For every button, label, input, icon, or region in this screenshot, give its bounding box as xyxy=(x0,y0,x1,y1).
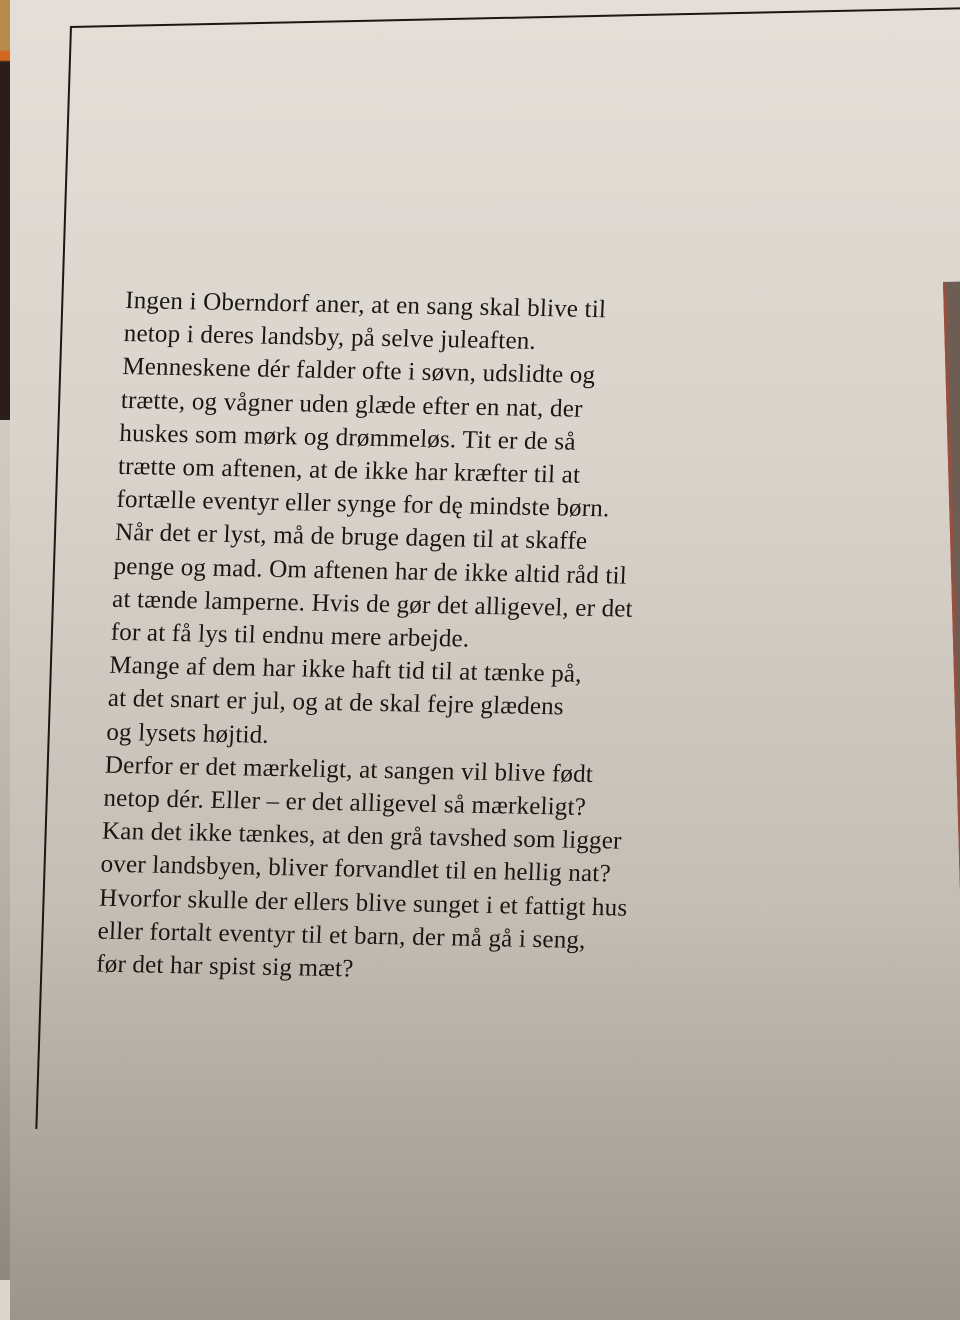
text-line: og lysets højtid. xyxy=(105,718,270,749)
body-text xyxy=(96,284,766,993)
text-line: over landsbyen, bliver forvandlet til en hellig nat? xyxy=(100,851,612,888)
text-line: at tænde lamperne. Hvis de gør det alligevel, er det xyxy=(111,585,634,623)
text-line: Når det er lyst, må de bruge dagen til at skaffe xyxy=(114,519,588,556)
text-line: for at få lys til endnu mere arbejde. xyxy=(110,618,470,653)
text-line: netop i deres landsby, på selve juleaften. xyxy=(123,320,537,356)
text-line: huskes som mørk og drømmeløs. Tit er de så xyxy=(118,419,577,456)
text-line: eller fortalt eventyr til et barn, der må gå i seng, xyxy=(97,917,587,954)
text-line: Derfor er det mærkeligt, at sangen vil blive født xyxy=(104,751,594,788)
text-line: Ingen i Oberndorf aner, at en sang skal blive til xyxy=(124,286,607,324)
text-line: netop dér. Eller – er det alligevel så mærkeligt? xyxy=(102,784,587,821)
text-line: penge og mad. Om aftenen har de ikke altid råd til xyxy=(113,552,628,590)
text-line: Hvorfor skulle der ellers blive sunget i et fattigt hus xyxy=(98,884,628,922)
text-line: fortælle eventyr eller synge for dę mindste børn. xyxy=(115,486,611,523)
text-line: trætte, og vågner uden glæde efter en nat, der xyxy=(120,386,584,423)
text-line: før det har spist sig mæt? xyxy=(95,950,355,983)
text-line: trætte om aftenen, at de ikke har kræfter til at xyxy=(117,452,581,489)
text-line: Menneskene dér falder ofte i søvn, udslidte og xyxy=(121,353,596,390)
text-line: Kan det ikke tænkes, at den grå tavshed som ligger xyxy=(101,817,623,855)
text-line: at det snart er jul, og at de skal fejre glædens xyxy=(107,685,565,721)
text-line: Mange af dem har ikke haft tid til at tænke på, xyxy=(108,651,583,689)
